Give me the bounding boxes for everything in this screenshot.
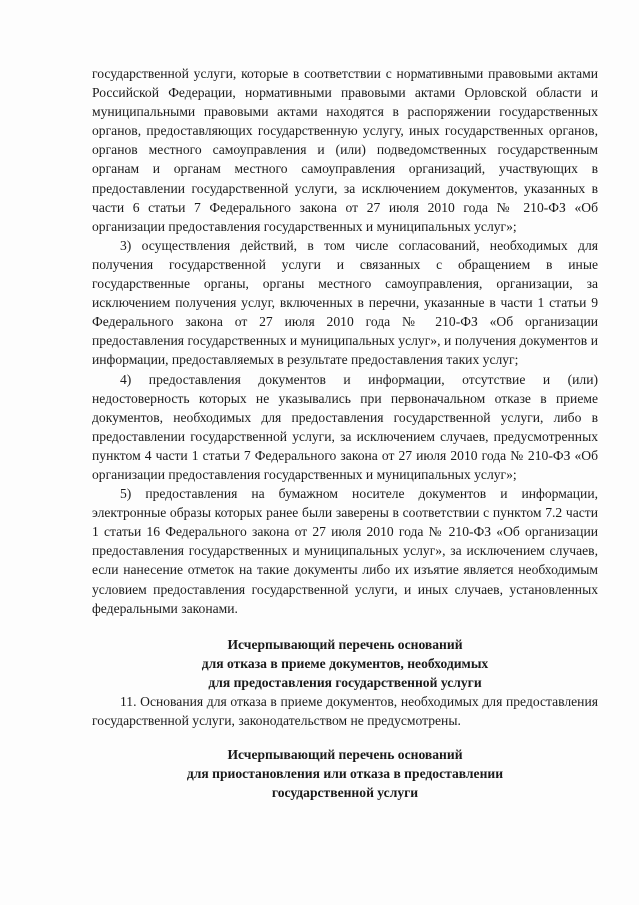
section-heading-suspension-refusal bbox=[92, 745, 598, 802]
heading-line: государственной услуги bbox=[271, 784, 419, 800]
paragraph-item-3: 3) осуществления действий, в том числе согласований, необходимых для получения государственной услуги и связанных с обращением в иные государственные органы, органы местного самоуправления, организации, за исключением получения услуг, включенных в перечни, указанные в части 1 статьи 9 Федерального закона от 27 июля 2010 года № 210-ФЗ «Об организации предоставления государственных и муниципальных услуг», и получения документов и информации, предоставляемых в результате предоставления таких услуг; bbox=[92, 237, 598, 368]
paragraph-item-11: 11. Основания для отказа в приеме документов, необходимых для предоставления государственной услуги, законодательством не предусмотрены. bbox=[92, 693, 598, 728]
paragraph-item-5: 5) предоставления на бумажном носителе документов и информации, электронные образы которых ранее были заверены в соответствии с пунктом 7.2 части 1 статьи 16 Федерального закона от 27 июля 2010 года № 210-ФЗ «Об организации предоставления государственных и муниципальных услуг», за исключением случаев, если нанесение отметок на такие документы либо их изъятие является необходимым условием предоставления государственной услуги, и иных случаев, установленных федеральными законами. bbox=[92, 486, 598, 616]
paragraph-continuation: государственной услуги, которые в соответствии с нормативными правовыми актами Российской Федерации, нормативными правовыми актами Орловской области и муниципальными правовыми актами находятся в распоряжении государственных органов, предоставляющих государственную услугу, иных государственных органов, органов местного самоуправления и (или) подведомственных государственным органам и органам местного самоуправления организаций, участвующих в предоставлении государственной услуги, за исключением документов, указанных в части 6 статьи 7 Федерального закона от 27 июля 2010 года № 210-ФЗ «Об организации предоставления государственных и муниципальных услуг»; bbox=[92, 66, 598, 234]
document-body bbox=[92, 64, 598, 802]
heading-line: Исчерпывающий перечень оснований bbox=[227, 746, 463, 762]
heading-line: Исчерпывающий перечень оснований bbox=[227, 636, 463, 652]
paragraph-item-4: 4) предоставления документов и информации, отсутствие и (или) недостоверность которых не указывались при первоначальном отказе в приеме документов, необходимых для предоставления государственной услуги, либо в предоставлении государственной услуги, за исключением случаев, предусмотренных пунктом 4 части 1 статьи 7 Федерального закона от 27 июля 2010 года № 210-ФЗ «Об организации предоставления государственных и муниципальных услуг»; bbox=[92, 371, 598, 482]
heading-line: для отказа в приеме документов, необходимых bbox=[201, 655, 489, 671]
heading-line: для предоставления государственной услуги bbox=[208, 674, 482, 690]
heading-line: для приостановления или отказа в предоставлении bbox=[186, 765, 504, 781]
section-heading-refusal-acceptance bbox=[92, 635, 598, 692]
